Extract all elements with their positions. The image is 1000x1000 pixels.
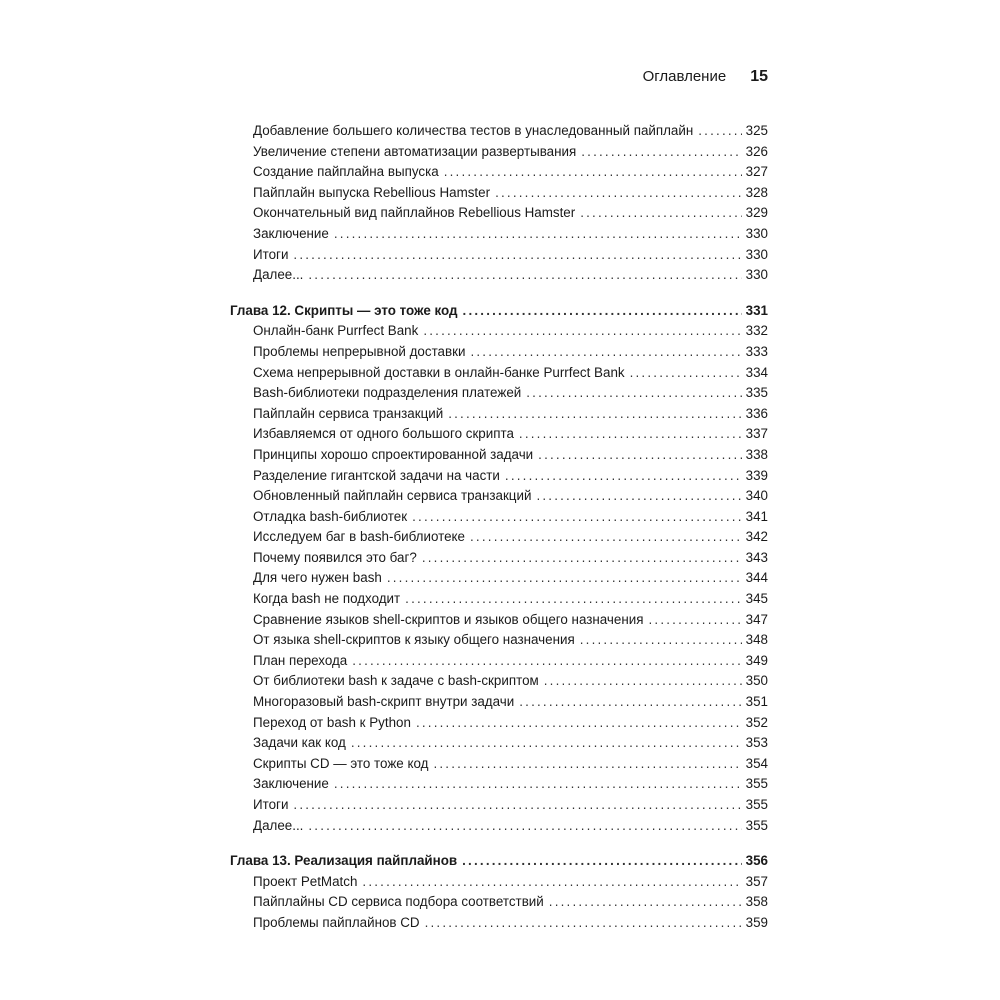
chapter-heading-title: Глава 13. Реализация пайплайнов bbox=[230, 853, 458, 869]
toc-entry-page: 343 bbox=[745, 549, 768, 565]
dot-leader bbox=[581, 142, 741, 163]
toc-entry bbox=[230, 162, 768, 183]
dot-leader bbox=[334, 774, 742, 795]
page-number: 15 bbox=[750, 68, 768, 85]
dot-leader bbox=[444, 162, 742, 183]
toc-entry-page: 359 bbox=[745, 914, 768, 930]
dot-leader bbox=[495, 183, 742, 204]
toc-entry-page: 344 bbox=[745, 570, 768, 586]
toc-entry-title: Итоги bbox=[253, 246, 289, 262]
toc-entry-page: 345 bbox=[745, 591, 768, 607]
toc-entry-title: Многоразовый bash-скрипт внутри задачи bbox=[253, 694, 515, 710]
toc-entry-title: Обновленный пайплайн сервиса транзакций bbox=[253, 488, 532, 504]
toc-entry-title: Проект PetMatch bbox=[253, 873, 358, 889]
toc-entry bbox=[230, 630, 768, 651]
toc-entry bbox=[230, 142, 768, 163]
toc-entry-page: 339 bbox=[745, 467, 768, 483]
toc-entry-page: 334 bbox=[745, 364, 768, 380]
toc-entry-page: 355 bbox=[745, 817, 768, 833]
toc-entry-title: Исследуем баг в bash-библиотеке bbox=[253, 529, 466, 545]
toc-entry-page: 349 bbox=[745, 652, 768, 668]
dot-leader bbox=[580, 203, 741, 224]
dot-leader bbox=[308, 816, 741, 837]
toc-entry-page: 341 bbox=[745, 508, 768, 524]
toc-entry bbox=[230, 733, 768, 754]
dot-leader bbox=[448, 404, 741, 425]
toc-entry bbox=[230, 816, 768, 837]
toc-entry bbox=[230, 754, 768, 775]
toc-entry bbox=[230, 651, 768, 672]
toc-entry-page: 336 bbox=[745, 405, 768, 421]
toc-entry-title: Итоги bbox=[253, 797, 289, 812]
toc-entry bbox=[230, 548, 768, 569]
toc-entry bbox=[230, 774, 768, 795]
toc-entry bbox=[230, 713, 768, 734]
toc-entry-page: 352 bbox=[745, 714, 768, 730]
toc-entry-title: Проблемы непрерывной доставки bbox=[253, 343, 466, 359]
chapter-heading-page: 356 bbox=[745, 853, 768, 869]
toc-entry-page: 328 bbox=[745, 184, 768, 200]
toc-entry bbox=[230, 568, 768, 589]
dot-leader bbox=[412, 507, 742, 528]
toc-entry bbox=[230, 872, 768, 893]
dot-leader bbox=[352, 651, 741, 672]
dot-leader bbox=[387, 568, 742, 589]
dot-leader bbox=[462, 851, 742, 872]
toc-entry bbox=[230, 383, 768, 404]
toc-entry-page: 347 bbox=[745, 611, 768, 627]
toc-entry bbox=[230, 121, 768, 142]
toc-entry bbox=[230, 245, 768, 266]
toc-entry-page: 351 bbox=[745, 694, 768, 710]
toc-entry-title: Задачи как код bbox=[253, 735, 346, 751]
dot-leader bbox=[544, 671, 742, 692]
toc-entry-title: Схема непрерывной доставки в онлайн-банке Purrfect Bank bbox=[253, 364, 625, 380]
dot-leader bbox=[351, 733, 742, 754]
chapter-heading-page: 331 bbox=[745, 302, 768, 318]
dot-leader bbox=[580, 630, 742, 651]
toc-entry bbox=[230, 610, 768, 631]
toc-entry bbox=[230, 224, 768, 245]
chapter-heading-title: Глава 12. Скрипты — это тоже код bbox=[230, 302, 458, 318]
toc-entry-page: 330 bbox=[745, 246, 768, 262]
dot-leader bbox=[405, 589, 741, 610]
toc-entry bbox=[230, 342, 768, 363]
table-of-contents bbox=[230, 121, 768, 949]
dot-leader bbox=[526, 383, 741, 404]
toc-entry bbox=[230, 424, 768, 445]
toc-entry bbox=[230, 445, 768, 466]
toc-entry-title: Bash-библиотеки подразделения платежей bbox=[253, 385, 522, 401]
toc-entry bbox=[230, 507, 768, 528]
toc-entry-title: План перехода bbox=[253, 652, 348, 668]
toc-entry-title: Принципы хорошо спроектированной задачи bbox=[253, 446, 534, 462]
toc-entry-page: 326 bbox=[745, 143, 768, 159]
toc-entry-title: Разделение гигантской задачи на части bbox=[253, 467, 500, 483]
dot-leader bbox=[536, 486, 741, 507]
dot-leader bbox=[334, 224, 742, 245]
toc-entry bbox=[230, 321, 768, 342]
dot-leader bbox=[549, 892, 742, 913]
toc-entry-page: 330 bbox=[745, 267, 768, 283]
toc-entry bbox=[230, 265, 768, 286]
dot-leader bbox=[463, 301, 742, 322]
toc-entry-title: Для чего нужен bash bbox=[253, 570, 382, 586]
toc-entry-page: 329 bbox=[745, 205, 768, 221]
toc-entry bbox=[230, 795, 768, 816]
toc-entry-title: Пайплайн выпуска Rebellious Hamster bbox=[253, 184, 491, 200]
toc-entry-page: 330 bbox=[745, 225, 768, 241]
dot-leader bbox=[425, 913, 742, 934]
toc-chapter-block bbox=[230, 121, 768, 286]
toc-entry bbox=[230, 671, 768, 692]
toc-entry-page: 355 bbox=[745, 797, 768, 812]
toc-entry-page: 350 bbox=[745, 673, 768, 689]
dot-leader bbox=[519, 692, 741, 713]
dot-leader bbox=[649, 610, 742, 631]
dot-leader bbox=[293, 245, 741, 266]
toc-entry-page: 327 bbox=[745, 164, 768, 180]
dot-leader bbox=[519, 424, 742, 445]
toc-entry-page: 348 bbox=[745, 632, 768, 648]
toc-entry-title: Заключение bbox=[253, 225, 329, 241]
toc-entry-title: От библиотеки bash к задаче с bash-скриптом bbox=[253, 673, 539, 689]
toc-entry-title: Скрипты CD — это тоже код bbox=[253, 755, 429, 771]
toc-entry-page: 355 bbox=[745, 776, 768, 792]
running-header-title: Оглавление bbox=[642, 68, 727, 85]
toc-entry-page: 337 bbox=[745, 426, 768, 442]
toc-entry-title: Увеличение степени автоматизации развертывания bbox=[253, 143, 577, 159]
dot-leader bbox=[470, 342, 741, 363]
toc-entry bbox=[230, 589, 768, 610]
toc-entry-title: Онлайн-банк Purrfect Bank bbox=[253, 323, 419, 339]
toc-entry-title: Далее... bbox=[253, 267, 304, 283]
toc-entry-title: Добавление большего количества тестов в унаследованный пайплайн bbox=[253, 123, 694, 138]
toc-entry-page: 333 bbox=[745, 343, 768, 359]
toc-chapter-block bbox=[230, 301, 768, 836]
toc-entry-title: Окончательный вид пайплайнов Rebellious Hamster bbox=[253, 205, 576, 221]
toc-entry-title: Пайплайн сервиса транзакций bbox=[253, 405, 444, 421]
toc-chapter-block bbox=[230, 851, 768, 933]
toc-entry-page: 340 bbox=[745, 488, 768, 504]
toc-entry-title: Отладка bash-библиотек bbox=[253, 508, 408, 524]
toc-entry-page: 358 bbox=[745, 894, 768, 910]
toc-entry-title: Избавляемся от одного большого скрипта bbox=[253, 426, 514, 442]
toc-entry bbox=[230, 913, 768, 934]
chapter-heading bbox=[230, 301, 768, 322]
dot-leader bbox=[505, 466, 742, 487]
toc-entry bbox=[230, 692, 768, 713]
toc-entry bbox=[230, 527, 768, 548]
toc-entry-title: Заключение bbox=[253, 776, 329, 792]
dot-leader bbox=[422, 548, 742, 569]
toc-entry-title: Почему появился это баг? bbox=[253, 549, 417, 565]
toc-entry bbox=[230, 486, 768, 507]
toc-entry-title: Когда bash не подходит bbox=[253, 591, 401, 607]
toc-entry-page: 357 bbox=[745, 873, 768, 889]
toc-entry-page: 353 bbox=[745, 735, 768, 751]
toc-entry bbox=[230, 404, 768, 425]
dot-leader bbox=[698, 121, 741, 142]
toc-entry-page: 335 bbox=[745, 385, 768, 401]
toc-entry bbox=[230, 466, 768, 487]
toc-entry-page: 342 bbox=[745, 529, 768, 545]
toc-entry bbox=[230, 203, 768, 224]
toc-entry-page: 354 bbox=[745, 755, 768, 771]
toc-entry-page: 332 bbox=[745, 323, 768, 339]
toc-entry-title: Сравнение языков shell-скриптов и языков общего назначения bbox=[253, 611, 644, 627]
running-header bbox=[230, 68, 768, 92]
toc-entry-title: Переход от bash к Python bbox=[253, 714, 411, 730]
toc-entry-title: Проблемы пайплайнов CD bbox=[253, 914, 420, 930]
dot-leader bbox=[416, 713, 742, 734]
dot-leader bbox=[293, 795, 741, 816]
toc-entry bbox=[230, 363, 768, 384]
dot-leader bbox=[423, 321, 741, 342]
toc-entry bbox=[230, 892, 768, 913]
toc-entry-title: Далее... bbox=[253, 817, 304, 833]
toc-entry-title: От языка shell-скриптов к языку общего назначения bbox=[253, 632, 575, 648]
toc-entry-title: Пайплайны CD сервиса подбора соответствий bbox=[253, 894, 544, 910]
toc-entry-title: Создание пайплайна выпуска bbox=[253, 164, 439, 180]
dot-leader bbox=[470, 527, 742, 548]
dot-leader bbox=[538, 445, 742, 466]
chapter-heading bbox=[230, 851, 768, 872]
toc-entry bbox=[230, 183, 768, 204]
toc-entry-page: 338 bbox=[745, 446, 768, 462]
dot-leader bbox=[630, 363, 742, 384]
dot-leader bbox=[433, 754, 741, 775]
dot-leader bbox=[362, 872, 741, 893]
toc-entry-page: 325 bbox=[745, 123, 768, 138]
dot-leader bbox=[308, 265, 741, 286]
